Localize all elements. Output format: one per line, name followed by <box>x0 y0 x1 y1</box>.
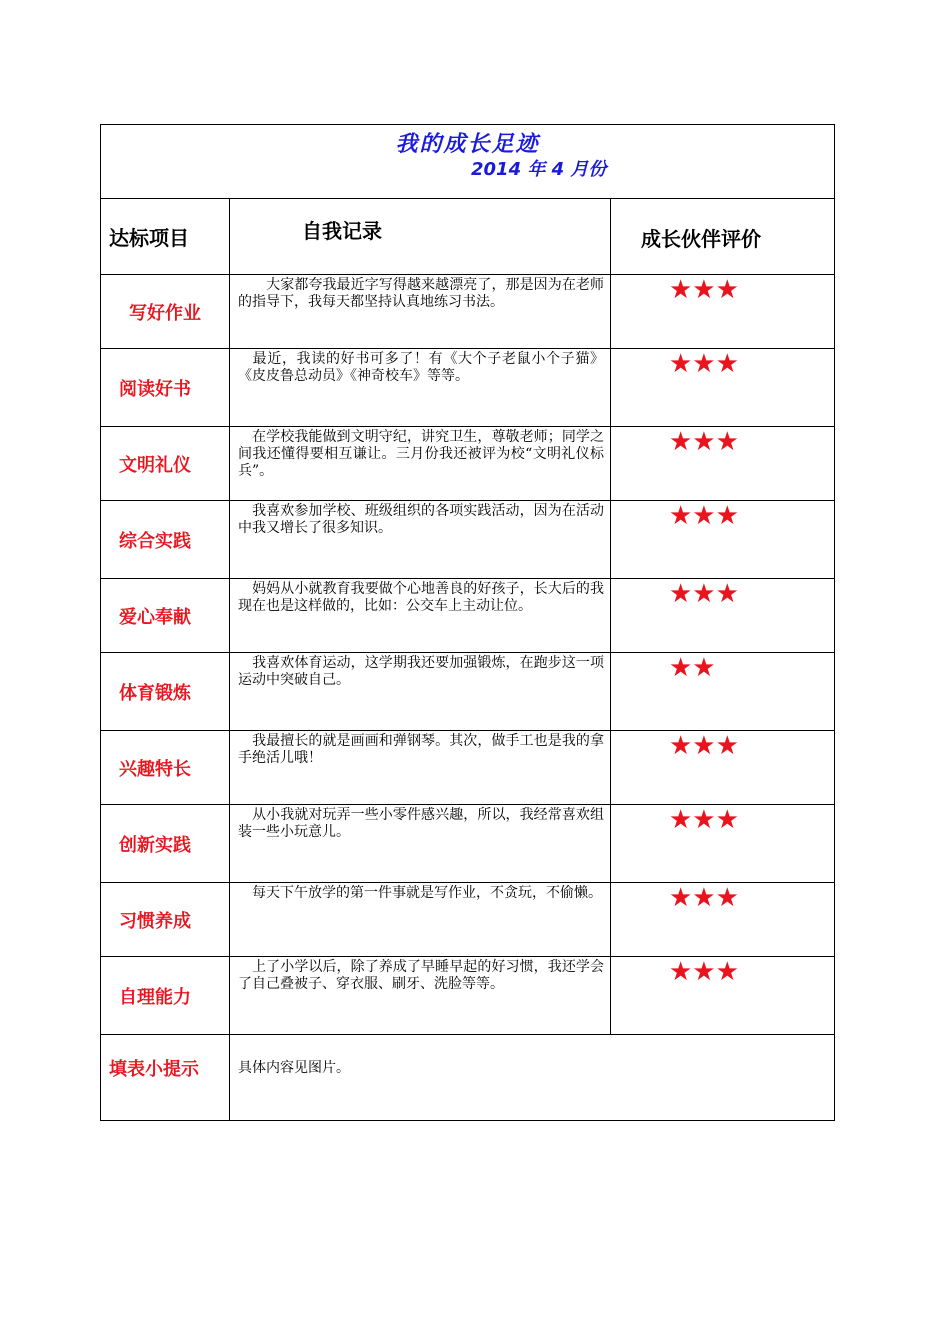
page-date: 2014 年 4 月份 <box>471 159 607 180</box>
table-row <box>101 731 835 805</box>
record-text: 我喜欢体育运动，这学期我还要加强锻炼，在跑步这一项运动中突破自己。 <box>230 653 611 731</box>
star-rating: ★★★ <box>611 883 835 957</box>
table-row <box>101 427 835 501</box>
record-text: 在学校我能做到文明守纪，讲究卫生，尊敬老师；同学之间我还懂得要相互谦让。三月份我还被评为校“文明礼仪标兵”。 <box>230 427 611 501</box>
item-label: 兴趣特长 <box>101 731 230 805</box>
star-rating: ★★ <box>611 653 835 731</box>
item-label: 阅读好书 <box>101 349 230 427</box>
star-rating: ★★★ <box>611 275 835 349</box>
item-label: 创新实践 <box>101 805 230 883</box>
title-cell <box>101 125 835 199</box>
table-row <box>101 653 835 731</box>
star-rating: ★★★ <box>611 579 835 653</box>
item-label: 文明礼仪 <box>101 427 230 501</box>
record-text: 上了小学以后，除了养成了早睡早起的好习惯，我还学会了自己叠被子、穿衣服、刷牙、洗脸等等。 <box>230 957 611 1035</box>
star-rating: ★★★ <box>611 427 835 501</box>
header-record: 自我记录 <box>230 199 611 275</box>
header-evaluation: 成长伙伴评价 <box>611 199 835 275</box>
record-text: 大家都夸我最近字写得越来越漂亮了，那是因为在老师的指导下，我每天都坚持认真地练习书法。 <box>230 275 611 349</box>
table-row <box>101 883 835 957</box>
page-title: 我的成长足迹 <box>395 131 540 157</box>
item-label: 体育锻炼 <box>101 653 230 731</box>
record-text: 我最擅长的就是画画和弹钢琴。其次，做手工也是我的拿手绝活儿哦！ <box>230 731 611 805</box>
table-row <box>101 501 835 579</box>
star-rating: ★★★ <box>611 731 835 805</box>
table-row <box>101 805 835 883</box>
star-rating: ★★★ <box>611 501 835 579</box>
tips-label: 填表小提示 <box>101 1035 230 1121</box>
star-rating: ★★★ <box>611 349 835 427</box>
table-row <box>101 349 835 427</box>
item-label: 综合实践 <box>101 501 230 579</box>
item-label: 写好作业 <box>101 275 230 349</box>
table-row <box>101 579 835 653</box>
tips-text: 具体内容见图片。 <box>230 1035 835 1121</box>
star-rating: ★★★ <box>611 805 835 883</box>
table-row <box>101 275 835 349</box>
item-label: 习惯养成 <box>101 883 230 957</box>
record-text: 每天下午放学的第一件事就是写作业，不贪玩，不偷懒。 <box>230 883 611 957</box>
tips-row <box>101 1035 835 1121</box>
growth-record-table <box>100 124 835 1121</box>
record-text: 我喜欢参加学校、班级组织的各项实践活动，因为在活动中我又增长了很多知识。 <box>230 501 611 579</box>
growth-record-sheet <box>100 124 834 1121</box>
record-text: 从小我就对玩弄一些小零件感兴趣，所以，我经常喜欢组装一些小玩意儿。 <box>230 805 611 883</box>
record-text: 最近，我读的好书可多了！有《大个子老鼠小个子猫》《皮皮鲁总动员》《神奇校车》等等。 <box>230 349 611 427</box>
item-label: 爱心奉献 <box>101 579 230 653</box>
item-label: 自理能力 <box>101 957 230 1035</box>
header-item: 达标项目 <box>101 199 230 275</box>
table-row <box>101 957 835 1035</box>
record-text: 妈妈从小就教育我要做个心地善良的好孩子，长大后的我现在也是这样做的，比如：公交车上主动让位。 <box>230 579 611 653</box>
star-rating: ★★★ <box>611 957 835 1035</box>
